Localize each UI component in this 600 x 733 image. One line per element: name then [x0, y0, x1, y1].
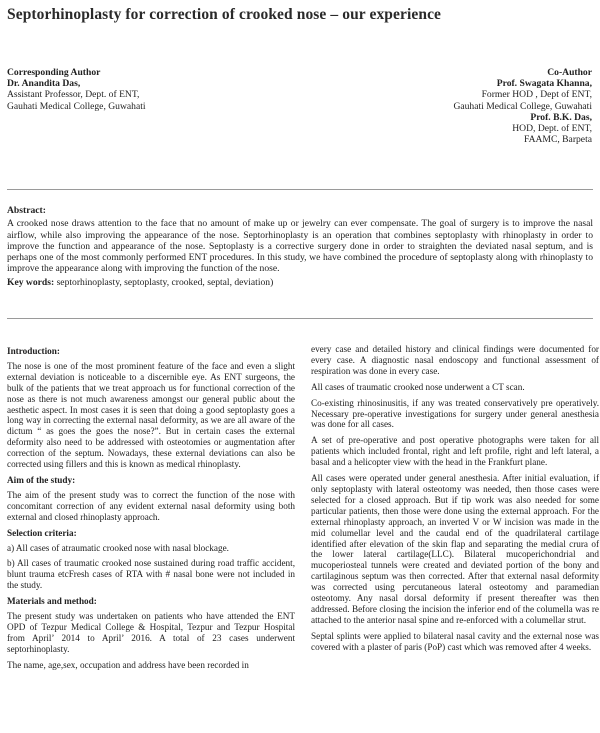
abstract-body: A crooked nose draws attention to the face that no amount of make up or jewelry can ever compensate. The goal of surgery is to improve the nasal airflow, while also improving the appearance of the nose. Septorhinoplasty is an operation that combines septoplasty with rhinoplasty in order to improve the function and appearance of the nose. Septoplasty is a corrective surgery done in order to straighten the deviated nasal septum, and is perhaps one of the most commonly performed ENT procedures. In this study, we have combined the procedure of septoplasty along with rhinoplasty to improve the appearance along with improving the function of the nose.	[7, 218, 593, 275]
photographs-text: A set of pre-operative and post operative photographs were taken for all patients which included frontal, right and left profile, right and left lateral, a basal and a helicopter view with the head in the Frankfurt plane.	[311, 435, 599, 468]
septal-splints-text: Septal splints were applied to bilateral nasal cavity and the external nose was covered with a plaster of paris (PoP) cast which was removed after 4 weeks.	[311, 630, 599, 652]
ct-scan-text: All cases of traumatic crooked nose underwent a CT scan.	[311, 381, 525, 392]
corresponding-author-name: Dr. Anandita Das,	[7, 78, 81, 90]
co-author-2-affiliation: HOD, Dept. of ENT,	[512, 123, 592, 135]
co-author-block	[453, 67, 592, 145]
co-author-1-affiliation: Former HOD , Dept of ENT,	[481, 89, 592, 101]
corresponding-author-affiliation: Assistant Professor, Dept. of ENT,	[7, 89, 140, 101]
co-author-2-institution: FAAMC, Barpeta	[523, 134, 592, 146]
rhinosinusitis-text: Co-existing rhinosinusitis, if any was treated conservatively pre operatively. Necessary pre-operative investigations for surgery under general anesthesia was done for all cases.	[311, 397, 599, 430]
materials-heading: Materials and method:	[7, 596, 97, 607]
materials-text: The present study was undertaken on patients who have attended the ENT OPD of Tezpur Medical College & Hospital, Tezpur and Tezpur Hospital from April’ 2014 to April’ 2016. A total of 23 cases underwent septorhinoplasty.	[7, 611, 295, 654]
history-text: every case and detailed history and clinical findings were documented for every case. A diagnostic nasal endoscopy and functional assessment of respiration was done in every case.	[311, 344, 599, 376]
operative-technique-text: All cases were operated under general anesthesia. After initial evaluation, if only septoplasty with lateral osteotomy was needed, then those cases were selected for a closed approach. But if tip work was also needed for some particular patients, then those were done using the external approach. For the external rhinoplasty approach, an inverted V or W incision was made in the mid columellar level and the caudal end of the quadrilateral cartilage identified after elevation of the skin flap and separating the medial crura of the lower lateral cartilage(LLC). Bilateral mucoperichondrial and mucoperiosteal tunnels were created and deviated portion of the bony and cartilaginous septum was then corrected. After that external nasal deformity was corrected using percutaneous lateral osteotomy and paramedian osteotomy. Any nasal dorsal deformity if present thereafter was then addressed. Before closing the incision the inferior end of the columella was re attached to the anterior nasal spine and re-enforced with a columellar strut.	[311, 473, 599, 625]
introduction-text: The nose is one of the most prominent feature of the face and even a slight external deviation is noticeable to a discernible eye. As ENT surgeons, the bulk of the patients that we treat approach us for functional correction of the nose as there is not much awareness amongst our general public about the aesthetic aspect. In most cases it is seen that doing a good septoplasty goes a long way in correcting the external nasal deformity, as we are all aware of the dictum “ as goes the goes the nose?”. But in certain cases the external deformity also need to be addressed with osteotomies or augmentation after correction of the septum. Nowadays, these external deviations can also be corrected using fillers and this is known as medical rhinoplasty.	[7, 360, 295, 470]
divider-top	[7, 189, 593, 190]
corresponding-author-institution: Gauhati Medical College, Guwahati	[7, 100, 146, 112]
keywords-label: Key words:	[7, 276, 55, 288]
abstract-section	[7, 205, 593, 288]
introduction-heading: Introduction:	[7, 346, 60, 356]
records-text: The name, age,sex, occupation and address have been recorded in	[7, 659, 249, 670]
keywords-line	[7, 277, 593, 288]
aim-text: The aim of the present study was to correct the function of the nose with concomitant correction of any evident external nasal deformity using both external and closed rhinoplasty approach.	[7, 489, 295, 522]
selection-criteria-b: b) All cases of traumatic crooked nose sustained during road traffic accident, blunt trauma etcFresh cases of RTA with # nasal bone were not included in the study.	[7, 558, 295, 591]
aim-heading: Aim of the study:	[7, 474, 76, 485]
corresponding-author-label: Corresponding Author	[7, 67, 101, 78]
co-author-label: Co-Author	[547, 67, 592, 78]
right-column	[311, 344, 599, 658]
co-author-1-institution: Gauhati Medical College, Guwahati	[453, 100, 592, 112]
selection-criteria-a: a) All cases of atraumatic crooked nose with nasal blockage.	[7, 542, 229, 553]
left-column	[7, 346, 295, 676]
keywords-text: septorhinoplasty, septoplasty, crooked, septal, deviation)	[56, 276, 274, 288]
co-author-1-name: Prof. Swagata Khanna,	[496, 78, 592, 90]
co-author-2-name: Prof. B.K. Das,	[530, 111, 592, 123]
divider-bottom	[7, 318, 593, 319]
selection-criteria-heading: Selection criteria:	[7, 527, 77, 538]
corresponding-author-block	[7, 67, 146, 112]
abstract-heading: Abstract:	[7, 205, 46, 216]
paper-title: Septorhinoplasty for correction of crooked nose – our experience	[7, 6, 442, 23]
